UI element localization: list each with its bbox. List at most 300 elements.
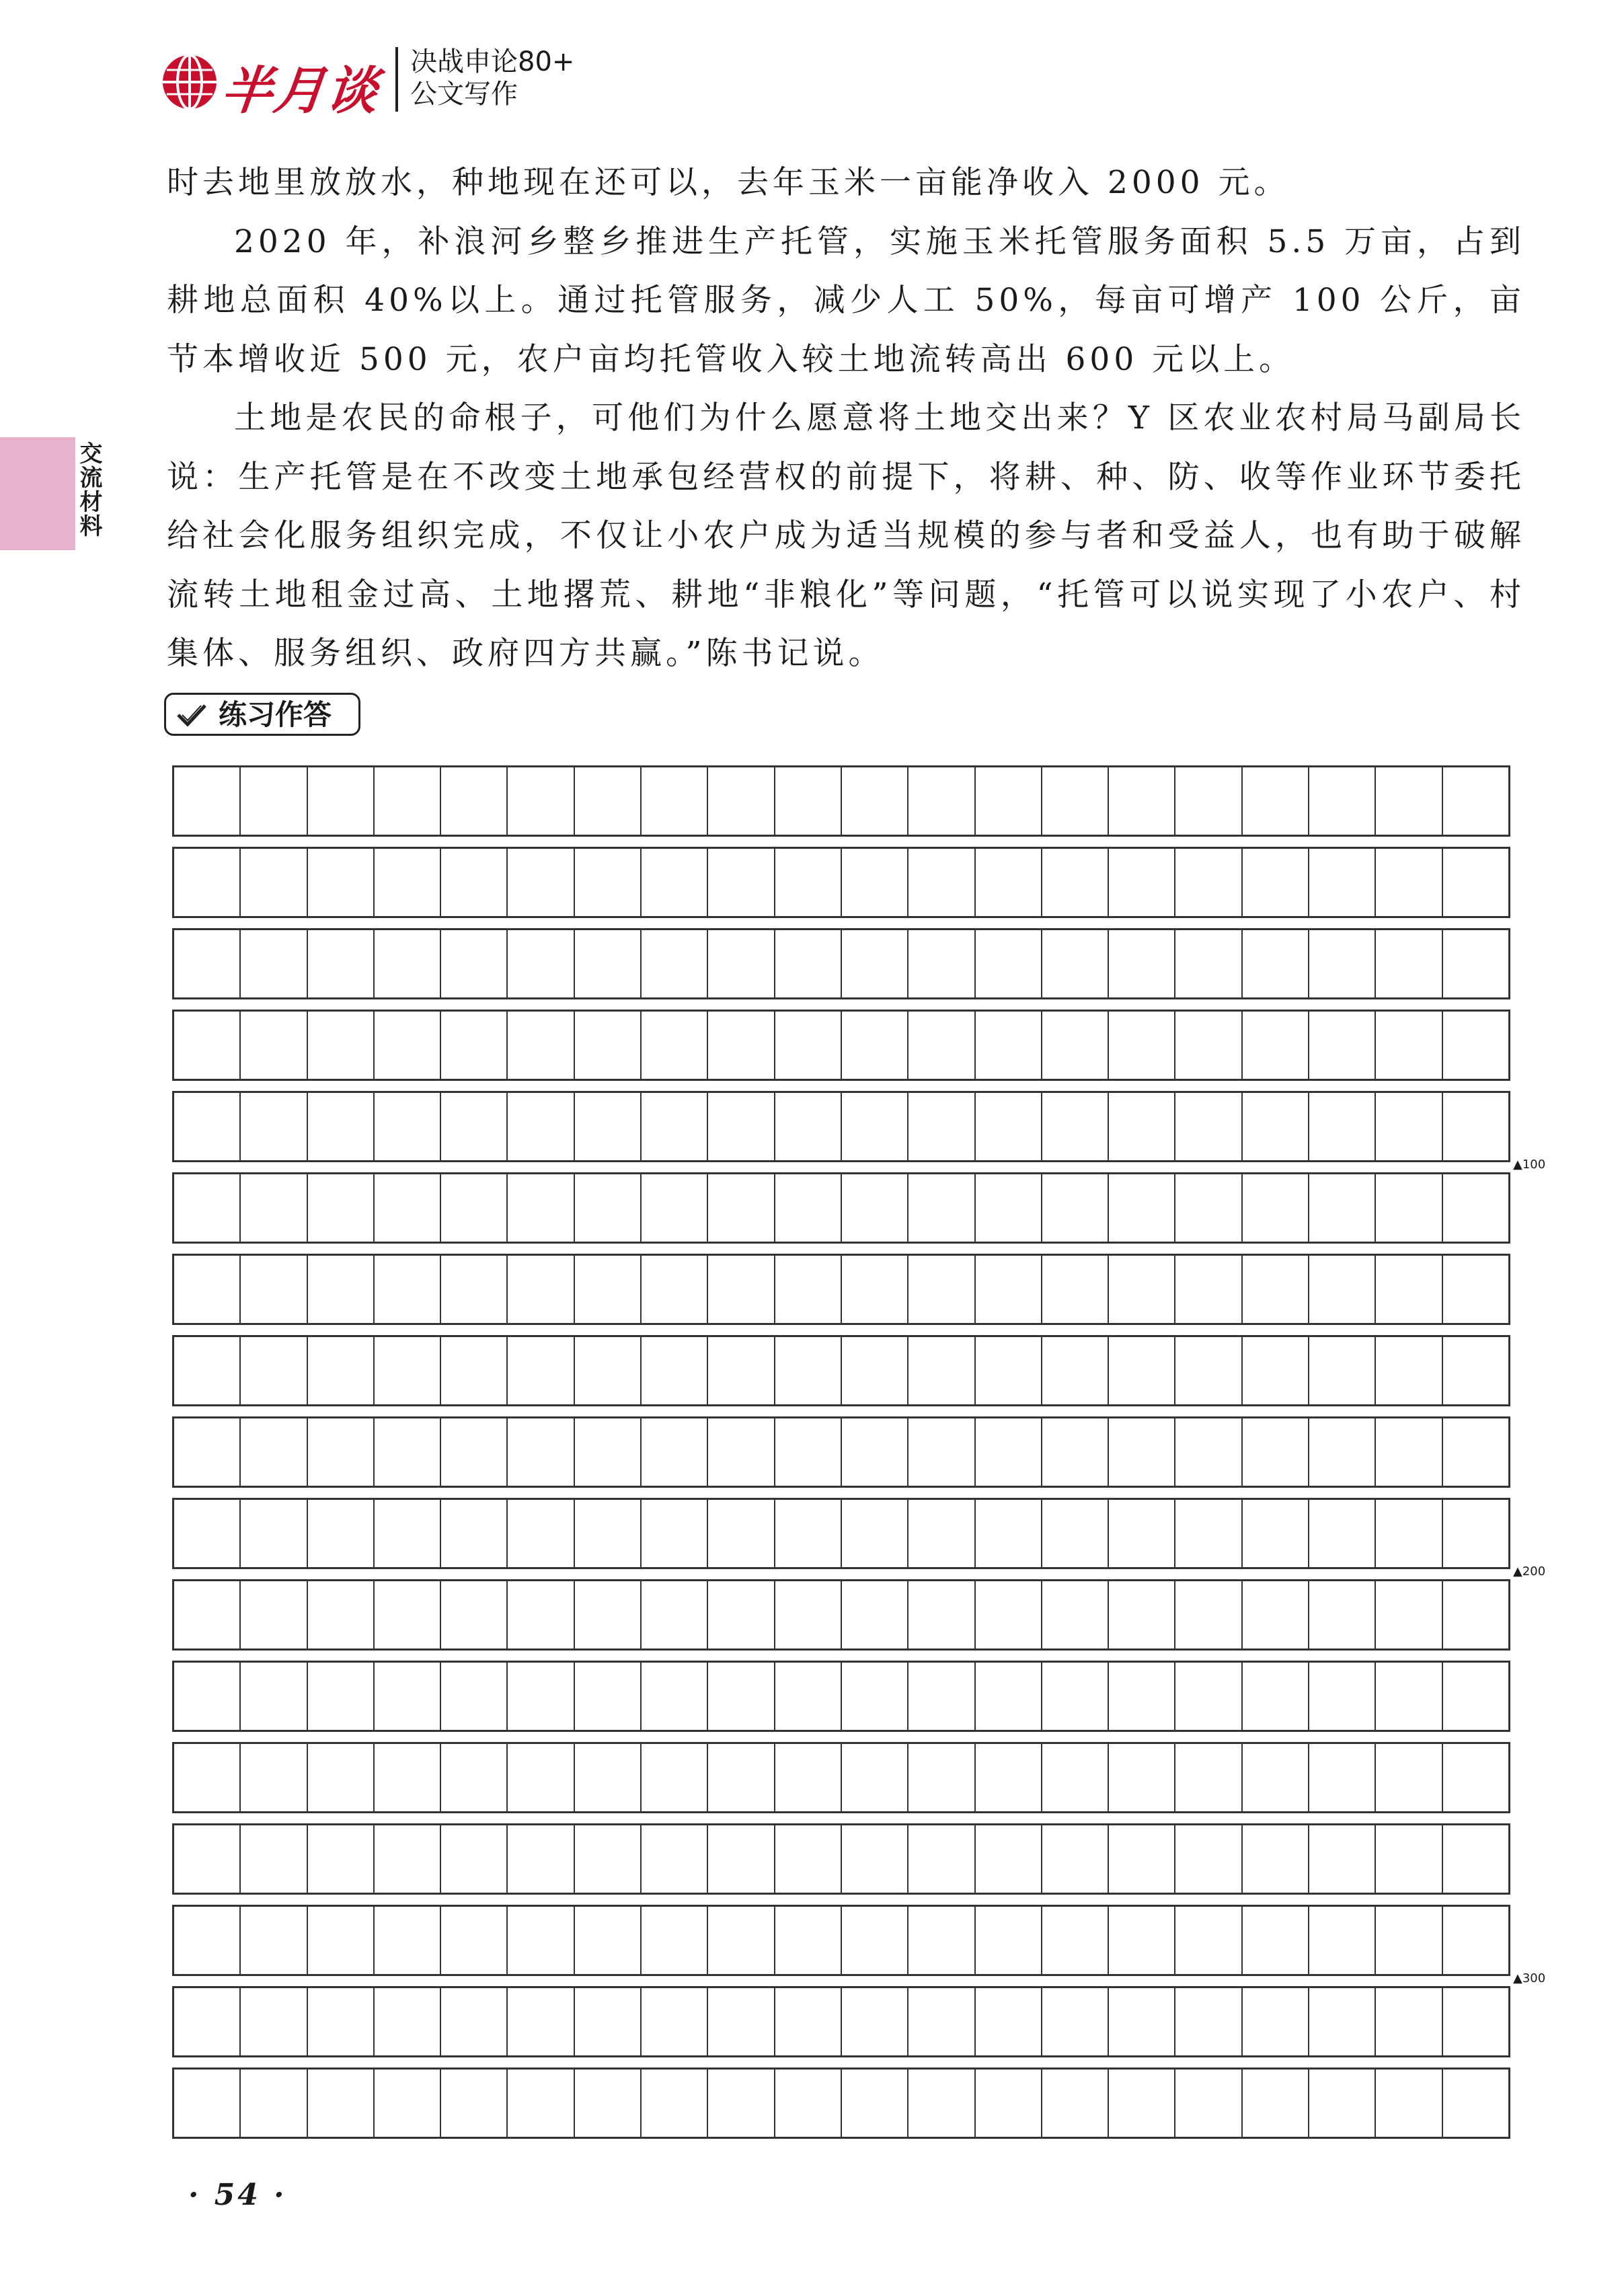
grid-cell[interactable]	[708, 1093, 775, 1160]
grid-cell[interactable]	[1309, 767, 1376, 835]
grid-cell[interactable]	[708, 2070, 775, 2137]
grid-cell[interactable]	[441, 767, 508, 835]
grid-cell[interactable]	[1109, 930, 1175, 997]
grid-cell[interactable]	[1109, 1744, 1175, 1811]
grid-cell[interactable]	[575, 1418, 642, 1486]
grid-cell[interactable]	[1376, 930, 1442, 997]
grid-cell[interactable]	[1443, 1093, 1508, 1160]
grid-cell[interactable]	[241, 849, 307, 916]
grid-cell[interactable]	[842, 2070, 908, 2137]
grid-cell[interactable]	[642, 1174, 708, 1242]
grid-cell[interactable]	[1376, 1093, 1442, 1160]
grid-cell[interactable]	[1376, 1988, 1442, 2055]
grid-cell[interactable]	[1109, 1256, 1175, 1323]
grid-cell[interactable]	[308, 767, 375, 835]
grid-cell[interactable]	[642, 1825, 708, 1893]
grid-cell[interactable]	[174, 1907, 241, 1974]
grid-cell[interactable]	[1243, 1744, 1309, 1811]
grid-cell[interactable]	[575, 1988, 642, 2055]
grid-cell[interactable]	[1376, 1500, 1442, 1567]
grid-cell[interactable]	[1243, 1418, 1309, 1486]
grid-cell[interactable]	[1376, 2070, 1442, 2137]
grid-cell[interactable]	[1175, 1744, 1242, 1811]
grid-cell[interactable]	[708, 1581, 775, 1648]
grid-cell[interactable]	[908, 1663, 975, 1730]
grid-cell[interactable]	[1042, 767, 1109, 835]
grid-cell[interactable]	[1243, 1907, 1309, 1974]
grid-cell[interactable]	[1376, 1744, 1442, 1811]
grid-cell[interactable]	[1376, 1337, 1442, 1404]
grid-cell[interactable]	[375, 767, 441, 835]
grid-cell[interactable]	[1309, 1012, 1376, 1079]
grid-cell[interactable]	[1175, 1012, 1242, 1079]
grid-cell[interactable]	[575, 930, 642, 997]
grid-cell[interactable]	[241, 1744, 307, 1811]
grid-cell[interactable]	[308, 1744, 375, 1811]
grid-cell[interactable]	[1109, 1337, 1175, 1404]
grid-cell[interactable]	[1175, 1581, 1242, 1648]
grid-cell[interactable]	[174, 930, 241, 997]
grid-cell[interactable]	[375, 1744, 441, 1811]
grid-cell[interactable]	[375, 1093, 441, 1160]
grid-cell[interactable]	[1175, 1093, 1242, 1160]
grid-cell[interactable]	[508, 1663, 574, 1730]
grid-cell[interactable]	[375, 1418, 441, 1486]
grid-cell[interactable]	[1309, 1256, 1376, 1323]
grid-cell[interactable]	[508, 1012, 574, 1079]
grid-cell[interactable]	[708, 1663, 775, 1730]
grid-cell[interactable]	[575, 1581, 642, 1648]
grid-cell[interactable]	[1376, 1012, 1442, 1079]
grid-cell[interactable]	[575, 1256, 642, 1323]
grid-cell[interactable]	[976, 1663, 1042, 1730]
grid-cell[interactable]	[908, 1988, 975, 2055]
grid-cell[interactable]	[375, 1174, 441, 1242]
grid-cell[interactable]	[1175, 1663, 1242, 1730]
grid-cell[interactable]	[508, 1581, 574, 1648]
grid-cell[interactable]	[1243, 1825, 1309, 1893]
grid-cell[interactable]	[1443, 930, 1508, 997]
grid-cell[interactable]	[241, 1907, 307, 1974]
grid-cell[interactable]	[1109, 1174, 1175, 1242]
grid-cell[interactable]	[775, 1418, 842, 1486]
grid-cell[interactable]	[842, 1744, 908, 1811]
grid-cell[interactable]	[708, 1744, 775, 1811]
grid-cell[interactable]	[1042, 849, 1109, 916]
grid-cell[interactable]	[308, 1988, 375, 2055]
grid-cell[interactable]	[1443, 1744, 1508, 1811]
grid-cell[interactable]	[575, 1093, 642, 1160]
grid-cell[interactable]	[908, 1174, 975, 1242]
grid-cell[interactable]	[308, 1418, 375, 1486]
grid-cell[interactable]	[775, 1581, 842, 1648]
grid-cell[interactable]	[508, 1825, 574, 1893]
grid-cell[interactable]	[1042, 1988, 1109, 2055]
grid-cell[interactable]	[775, 1337, 842, 1404]
grid-cell[interactable]	[441, 1663, 508, 1730]
grid-cell[interactable]	[1309, 1663, 1376, 1730]
grid-cell[interactable]	[1109, 1581, 1175, 1648]
grid-cell[interactable]	[508, 1093, 574, 1160]
grid-cell[interactable]	[908, 2070, 975, 2137]
grid-cell[interactable]	[375, 1988, 441, 2055]
grid-cell[interactable]	[1175, 1825, 1242, 1893]
grid-cell[interactable]	[308, 1663, 375, 1730]
grid-cell[interactable]	[1309, 1093, 1376, 1160]
grid-cell[interactable]	[375, 2070, 441, 2137]
grid-cell[interactable]	[775, 1825, 842, 1893]
grid-cell[interactable]	[508, 1907, 574, 1974]
grid-cell[interactable]	[1309, 1825, 1376, 1893]
grid-cell[interactable]	[908, 930, 975, 997]
grid-cell[interactable]	[241, 930, 307, 997]
grid-cell[interactable]	[1109, 1663, 1175, 1730]
grid-cell[interactable]	[441, 1418, 508, 1486]
grid-cell[interactable]	[1042, 1256, 1109, 1323]
grid-cell[interactable]	[708, 849, 775, 916]
grid-cell[interactable]	[1309, 1418, 1376, 1486]
grid-cell[interactable]	[1042, 2070, 1109, 2137]
grid-cell[interactable]	[241, 1825, 307, 1893]
grid-cell[interactable]	[1309, 1581, 1376, 1648]
grid-cell[interactable]	[441, 1337, 508, 1404]
grid-cell[interactable]	[241, 1256, 307, 1323]
grid-cell[interactable]	[775, 1093, 842, 1160]
grid-cell[interactable]	[1175, 1174, 1242, 1242]
grid-cell[interactable]	[508, 1256, 574, 1323]
grid-cell[interactable]	[976, 1337, 1042, 1404]
grid-cell[interactable]	[708, 1174, 775, 1242]
grid-cell[interactable]	[976, 1988, 1042, 2055]
grid-cell[interactable]	[1109, 2070, 1175, 2137]
grid-cell[interactable]	[508, 1174, 574, 1242]
grid-cell[interactable]	[1243, 1663, 1309, 1730]
grid-cell[interactable]	[1042, 1418, 1109, 1486]
grid-cell[interactable]	[308, 1581, 375, 1648]
grid-cell[interactable]	[642, 1500, 708, 1567]
grid-cell[interactable]	[1175, 767, 1242, 835]
grid-cell[interactable]	[1443, 1907, 1508, 1974]
grid-cell[interactable]	[1042, 1012, 1109, 1079]
grid-cell[interactable]	[1175, 2070, 1242, 2137]
grid-cell[interactable]	[441, 1907, 508, 1974]
grid-cell[interactable]	[642, 1256, 708, 1323]
grid-cell[interactable]	[708, 1500, 775, 1567]
grid-cell[interactable]	[1175, 1500, 1242, 1567]
grid-cell[interactable]	[441, 1174, 508, 1242]
grid-cell[interactable]	[908, 1744, 975, 1811]
grid-cell[interactable]	[842, 767, 908, 835]
grid-cell[interactable]	[174, 1093, 241, 1160]
grid-cell[interactable]	[508, 1418, 574, 1486]
grid-cell[interactable]	[1376, 1256, 1442, 1323]
grid-cell[interactable]	[1175, 1337, 1242, 1404]
grid-cell[interactable]	[708, 930, 775, 997]
grid-cell[interactable]	[1109, 767, 1175, 835]
grid-cell[interactable]	[708, 1418, 775, 1486]
grid-cell[interactable]	[708, 1825, 775, 1893]
grid-cell[interactable]	[1175, 1256, 1242, 1323]
grid-cell[interactable]	[976, 1581, 1042, 1648]
grid-cell[interactable]	[642, 1012, 708, 1079]
grid-cell[interactable]	[1042, 1093, 1109, 1160]
grid-cell[interactable]	[508, 1500, 574, 1567]
grid-cell[interactable]	[908, 849, 975, 916]
grid-cell[interactable]	[174, 2070, 241, 2137]
grid-cell[interactable]	[842, 1988, 908, 2055]
grid-cell[interactable]	[908, 1012, 975, 1079]
grid-cell[interactable]	[642, 849, 708, 916]
grid-cell[interactable]	[708, 1012, 775, 1079]
grid-cell[interactable]	[241, 1988, 307, 2055]
grid-cell[interactable]	[1443, 1256, 1508, 1323]
grid-cell[interactable]	[1309, 2070, 1376, 2137]
grid-cell[interactable]	[441, 1093, 508, 1160]
grid-cell[interactable]	[908, 1418, 975, 1486]
grid-cell[interactable]	[508, 849, 574, 916]
grid-cell[interactable]	[1109, 1093, 1175, 1160]
grid-cell[interactable]	[174, 849, 241, 916]
grid-cell[interactable]	[1243, 1256, 1309, 1323]
grid-cell[interactable]	[775, 930, 842, 997]
grid-cell[interactable]	[1309, 1337, 1376, 1404]
grid-cell[interactable]	[575, 1337, 642, 1404]
grid-cell[interactable]	[1376, 849, 1442, 916]
grid-cell[interactable]	[775, 1174, 842, 1242]
grid-cell[interactable]	[441, 849, 508, 916]
grid-cell[interactable]	[1109, 849, 1175, 916]
grid-cell[interactable]	[1243, 767, 1309, 835]
grid-cell[interactable]	[1243, 2070, 1309, 2137]
grid-cell[interactable]	[1042, 1581, 1109, 1648]
grid-cell[interactable]	[575, 2070, 642, 2137]
grid-cell[interactable]	[375, 1825, 441, 1893]
grid-cell[interactable]	[1376, 1581, 1442, 1648]
grid-cell[interactable]	[1175, 1418, 1242, 1486]
grid-cell[interactable]	[575, 1744, 642, 1811]
grid-cell[interactable]	[976, 1418, 1042, 1486]
grid-cell[interactable]	[1175, 1907, 1242, 1974]
grid-cell[interactable]	[241, 1093, 307, 1160]
grid-cell[interactable]	[308, 1256, 375, 1323]
grid-cell[interactable]	[575, 849, 642, 916]
grid-cell[interactable]	[308, 1500, 375, 1567]
grid-cell[interactable]	[908, 1256, 975, 1323]
grid-cell[interactable]	[441, 2070, 508, 2137]
grid-cell[interactable]	[842, 1581, 908, 1648]
grid-cell[interactable]	[1243, 1174, 1309, 1242]
grid-cell[interactable]	[241, 1663, 307, 1730]
grid-cell[interactable]	[1175, 930, 1242, 997]
grid-cell[interactable]	[441, 930, 508, 997]
grid-cell[interactable]	[375, 930, 441, 997]
grid-cell[interactable]	[1443, 1825, 1508, 1893]
grid-cell[interactable]	[775, 767, 842, 835]
grid-cell[interactable]	[508, 1988, 574, 2055]
grid-cell[interactable]	[174, 1988, 241, 2055]
grid-cell[interactable]	[1243, 1337, 1309, 1404]
grid-cell[interactable]	[1042, 1500, 1109, 1567]
grid-cell[interactable]	[908, 1907, 975, 1974]
grid-cell[interactable]	[642, 1581, 708, 1648]
grid-cell[interactable]	[174, 1825, 241, 1893]
grid-cell[interactable]	[1443, 1418, 1508, 1486]
answer-grid[interactable]	[172, 765, 1510, 2149]
grid-cell[interactable]	[441, 1825, 508, 1893]
grid-cell[interactable]	[775, 1988, 842, 2055]
grid-cell[interactable]	[775, 1012, 842, 1079]
grid-cell[interactable]	[842, 1500, 908, 1567]
grid-cell[interactable]	[241, 1337, 307, 1404]
grid-cell[interactable]	[1109, 1500, 1175, 1567]
grid-cell[interactable]	[174, 767, 241, 835]
grid-cell[interactable]	[642, 2070, 708, 2137]
grid-cell[interactable]	[908, 1093, 975, 1160]
grid-cell[interactable]	[708, 767, 775, 835]
grid-cell[interactable]	[1175, 1988, 1242, 2055]
grid-cell[interactable]	[308, 2070, 375, 2137]
grid-cell[interactable]	[308, 1093, 375, 1160]
grid-cell[interactable]	[1042, 1744, 1109, 1811]
grid-cell[interactable]	[1309, 1174, 1376, 1242]
grid-cell[interactable]	[1243, 1500, 1309, 1567]
grid-cell[interactable]	[842, 1093, 908, 1160]
grid-cell[interactable]	[976, 1825, 1042, 1893]
grid-cell[interactable]	[976, 1744, 1042, 1811]
grid-cell[interactable]	[174, 1500, 241, 1567]
grid-cell[interactable]	[174, 1418, 241, 1486]
grid-cell[interactable]	[174, 1174, 241, 1242]
grid-cell[interactable]	[1443, 2070, 1508, 2137]
grid-cell[interactable]	[1243, 1093, 1309, 1160]
grid-cell[interactable]	[976, 1012, 1042, 1079]
grid-cell[interactable]	[1376, 1663, 1442, 1730]
grid-cell[interactable]	[775, 1663, 842, 1730]
grid-cell[interactable]	[1443, 1174, 1508, 1242]
grid-cell[interactable]	[241, 767, 307, 835]
grid-cell[interactable]	[642, 1418, 708, 1486]
grid-cell[interactable]	[1042, 1663, 1109, 1730]
grid-cell[interactable]	[1042, 1174, 1109, 1242]
grid-cell[interactable]	[842, 930, 908, 997]
grid-cell[interactable]	[575, 1663, 642, 1730]
grid-cell[interactable]	[976, 1174, 1042, 1242]
grid-cell[interactable]	[976, 1907, 1042, 1974]
grid-cell[interactable]	[441, 1012, 508, 1079]
grid-cell[interactable]	[174, 1663, 241, 1730]
grid-cell[interactable]	[174, 1012, 241, 1079]
grid-cell[interactable]	[1443, 1988, 1508, 2055]
grid-cell[interactable]	[775, 1907, 842, 1974]
grid-cell[interactable]	[642, 1907, 708, 1974]
grid-cell[interactable]	[308, 1337, 375, 1404]
grid-cell[interactable]	[241, 1500, 307, 1567]
grid-cell[interactable]	[976, 1256, 1042, 1323]
grid-cell[interactable]	[1243, 849, 1309, 916]
grid-cell[interactable]	[842, 849, 908, 916]
grid-cell[interactable]	[775, 1744, 842, 1811]
grid-cell[interactable]	[575, 1012, 642, 1079]
grid-cell[interactable]	[308, 1825, 375, 1893]
grid-cell[interactable]	[575, 1174, 642, 1242]
grid-cell[interactable]	[1443, 1500, 1508, 1567]
grid-cell[interactable]	[1309, 1907, 1376, 1974]
grid-cell[interactable]	[842, 1663, 908, 1730]
grid-cell[interactable]	[1376, 1907, 1442, 1974]
grid-cell[interactable]	[1376, 1174, 1442, 1242]
grid-cell[interactable]	[441, 1744, 508, 1811]
grid-cell[interactable]	[508, 1744, 574, 1811]
grid-cell[interactable]	[241, 2070, 307, 2137]
grid-cell[interactable]	[976, 849, 1042, 916]
grid-cell[interactable]	[441, 1256, 508, 1323]
grid-cell[interactable]	[1109, 1012, 1175, 1079]
grid-cell[interactable]	[775, 1500, 842, 1567]
grid-cell[interactable]	[308, 1012, 375, 1079]
grid-cell[interactable]	[1042, 1907, 1109, 1974]
grid-cell[interactable]	[174, 1256, 241, 1323]
grid-cell[interactable]	[842, 1907, 908, 1974]
grid-cell[interactable]	[1376, 767, 1442, 835]
grid-cell[interactable]	[1376, 1825, 1442, 1893]
grid-cell[interactable]	[575, 1500, 642, 1567]
grid-cell[interactable]	[1443, 1012, 1508, 1079]
grid-cell[interactable]	[441, 1500, 508, 1567]
grid-cell[interactable]	[1309, 1744, 1376, 1811]
grid-cell[interactable]	[1109, 1988, 1175, 2055]
grid-cell[interactable]	[842, 1418, 908, 1486]
grid-cell[interactable]	[775, 849, 842, 916]
grid-cell[interactable]	[1109, 1907, 1175, 1974]
grid-cell[interactable]	[1042, 930, 1109, 997]
grid-cell[interactable]	[241, 1012, 307, 1079]
grid-cell[interactable]	[908, 1500, 975, 1567]
grid-cell[interactable]	[708, 1988, 775, 2055]
grid-cell[interactable]	[241, 1581, 307, 1648]
grid-cell[interactable]	[708, 1907, 775, 1974]
grid-cell[interactable]	[642, 767, 708, 835]
grid-cell[interactable]	[1243, 1988, 1309, 2055]
grid-cell[interactable]	[1175, 849, 1242, 916]
grid-cell[interactable]	[308, 849, 375, 916]
grid-cell[interactable]	[642, 930, 708, 997]
grid-cell[interactable]	[1376, 1418, 1442, 1486]
grid-cell[interactable]	[1243, 1012, 1309, 1079]
grid-cell[interactable]	[174, 1337, 241, 1404]
grid-cell[interactable]	[976, 1500, 1042, 1567]
grid-cell[interactable]	[1243, 1581, 1309, 1648]
grid-cell[interactable]	[842, 1012, 908, 1079]
grid-cell[interactable]	[441, 1988, 508, 2055]
grid-cell[interactable]	[908, 767, 975, 835]
grid-cell[interactable]	[1443, 767, 1508, 835]
grid-cell[interactable]	[1443, 1581, 1508, 1648]
grid-cell[interactable]	[976, 1093, 1042, 1160]
grid-cell[interactable]	[575, 767, 642, 835]
grid-cell[interactable]	[1042, 1337, 1109, 1404]
grid-cell[interactable]	[1042, 1825, 1109, 1893]
grid-cell[interactable]	[1309, 930, 1376, 997]
grid-cell[interactable]	[908, 1581, 975, 1648]
grid-cell[interactable]	[508, 930, 574, 997]
grid-cell[interactable]	[976, 767, 1042, 835]
grid-cell[interactable]	[842, 1337, 908, 1404]
grid-cell[interactable]	[308, 1174, 375, 1242]
grid-cell[interactable]	[508, 767, 574, 835]
grid-cell[interactable]	[375, 1337, 441, 1404]
grid-cell[interactable]	[642, 1988, 708, 2055]
grid-cell[interactable]	[241, 1174, 307, 1242]
